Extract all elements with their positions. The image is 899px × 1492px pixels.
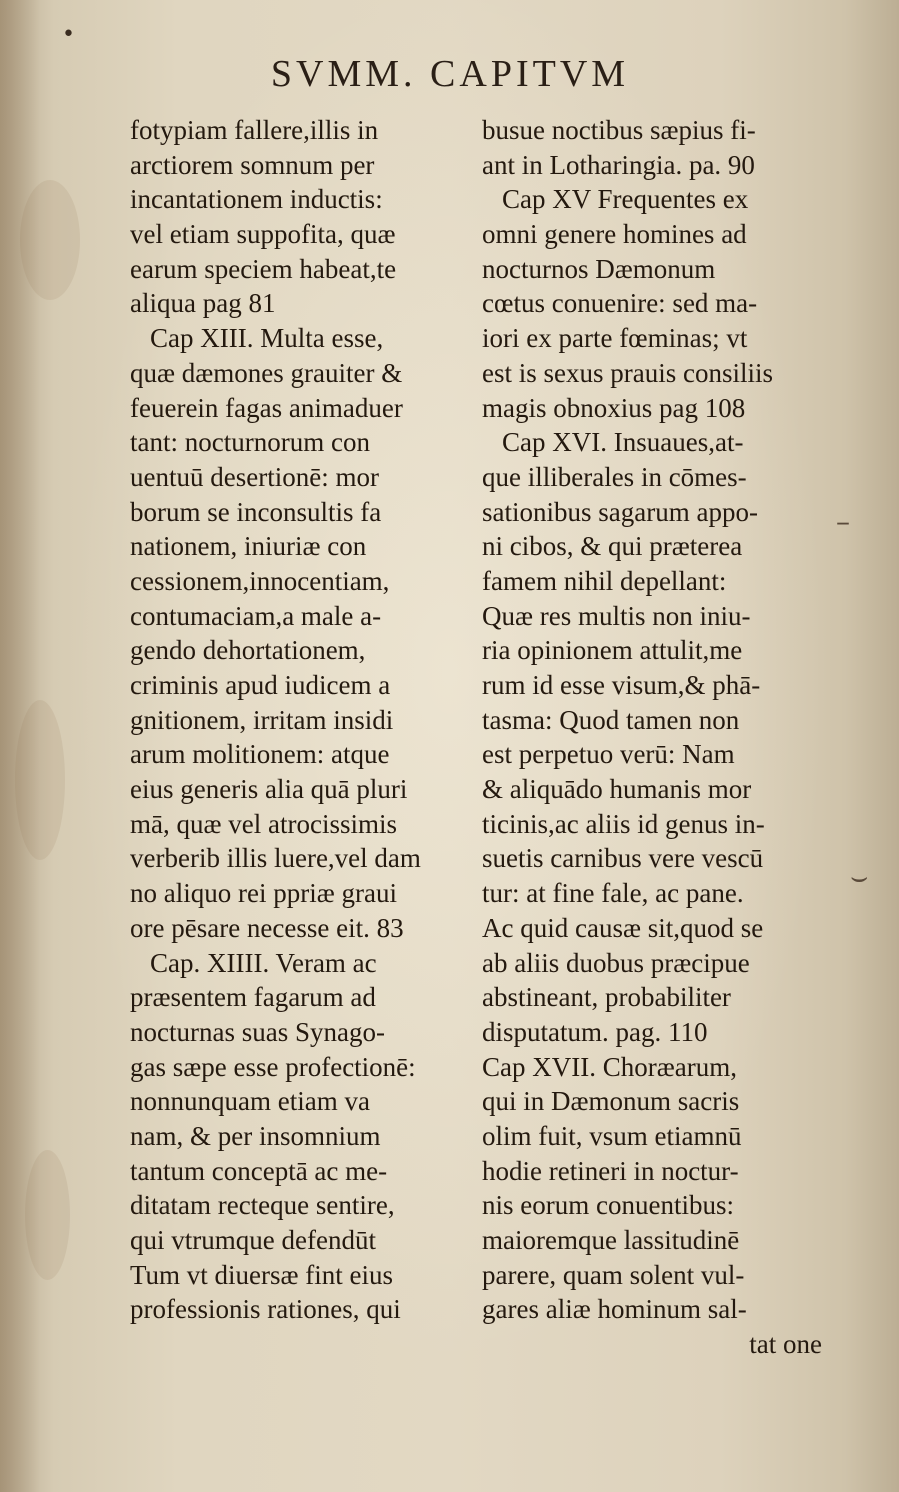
paper-stain <box>25 1150 70 1280</box>
text-line: rum id esse visum,& phā- <box>482 670 761 700</box>
text-line: famem nihil depellant: <box>482 565 727 596</box>
text-line: gendo dehortationem, <box>130 635 366 666</box>
text-line: vel etiam suppofita, quæ <box>130 219 396 250</box>
text-line: nonnunquam etiam va <box>130 1086 370 1117</box>
left-text-column <box>130 113 475 1327</box>
text-line: ab aliis duobus præcipue <box>482 947 750 978</box>
text-line: arum molitionem: atque <box>130 739 390 770</box>
margin-mark: ⌣ <box>850 860 869 893</box>
text-line: Cap XVI. Insuaues,at- <box>502 427 744 458</box>
text-line: maioremque lassitudinē <box>482 1225 740 1255</box>
text-line: tat one <box>749 1329 822 1360</box>
text-line: est perpetuo verū: Nam <box>482 739 735 770</box>
text-line: Cap XVII. Choræarum, <box>482 1051 737 1082</box>
right-text-column <box>482 113 822 1362</box>
text-line: Cap XIII. Multa esse, <box>150 323 384 354</box>
running-header: SVMM. CAPITVM <box>270 53 630 95</box>
text-line: suetis carnibus vere vescū <box>482 843 764 874</box>
text-line: earum speciem habeat,te <box>130 253 397 284</box>
text-line: cessionem,innocentiam, <box>130 565 390 596</box>
paper-stain <box>20 180 80 300</box>
page-corner-mark: • <box>62 22 75 47</box>
text-line: Cap XV Frequentes ex <box>502 184 749 215</box>
text-line: gnitionem, irritam insidi <box>130 704 394 735</box>
text-line: Ac quid causæ sit,quod se <box>482 912 764 943</box>
text-line: tasma: Quod tamen non <box>482 704 740 735</box>
text-line: sationibus sagarum appo- <box>482 496 758 527</box>
text-line: tantum conceptā ac me- <box>130 1155 388 1186</box>
text-line: disputatum. pag. 110 <box>482 1016 708 1047</box>
text-line: ni cibos, & qui præterea <box>482 531 743 562</box>
text-line: qui in Dæmonum sacris <box>482 1086 740 1117</box>
text-line: busue noctibus sæpius fi- <box>482 115 756 145</box>
text-line: uentuū desertionē: mor <box>130 461 379 492</box>
text-line: nam, & per insomnium <box>130 1120 381 1151</box>
text-line: fotypiam fallere,illis in <box>130 115 379 145</box>
text-line: præsentem fagarum ad <box>130 982 376 1013</box>
text-line: olim fuit, vsum etiamnū <box>482 1120 742 1151</box>
text-line: borum se inconsultis fa <box>130 496 382 527</box>
text-line: quæ dæmones grauiter & <box>130 357 403 388</box>
text-line: hodie retineri in noctur- <box>482 1155 739 1186</box>
text-line: nationem, iniuriæ con <box>130 531 367 562</box>
text-line: magis obnoxius pag 108 <box>482 392 746 423</box>
text-line: ticinis,ac aliis id genus in- <box>482 808 765 839</box>
text-line: aliqua pag 81 <box>130 288 276 319</box>
text-line: Cap. XIIII. Veram ac <box>150 947 377 978</box>
text-line: contumaciam,a male a- <box>130 600 382 631</box>
text-line: nocturnas suas Synago- <box>130 1016 385 1047</box>
text-line: cœtus conuenire: sed ma- <box>482 288 758 319</box>
text-line: tant: nocturnorum con <box>130 427 370 458</box>
text-line: gares aliæ hominum sal- <box>482 1294 747 1325</box>
text-line: criminis apud iudicem a <box>130 670 391 700</box>
text-line: iori ex parte fœminas; vt <box>482 323 748 354</box>
text-line: parere, quam solent vul- <box>482 1259 745 1290</box>
text-line: ore pēsare necesse eit. 83 <box>130 912 404 943</box>
text-line: est is sexus prauis consiliis <box>482 357 773 388</box>
text-line: nocturnos Dæmonum <box>482 253 716 284</box>
text-line: tur: at fine fale, ac pane. <box>482 878 744 909</box>
text-line: Quæ res multis non iniu- <box>482 600 751 631</box>
text-line: que illiberales in cōmes- <box>482 461 747 492</box>
margin-mark: – <box>836 505 850 538</box>
text-line: ant in Lotharingia. pa. 90 <box>482 149 755 180</box>
text-line: professionis rationes, qui <box>130 1294 401 1325</box>
text-line: eius generis alia quā pluri <box>130 774 408 805</box>
text-line: incantationem inductis: <box>130 184 383 215</box>
text-line: ria opinionem attulit,me <box>482 635 743 666</box>
text-line: omni genere homines ad <box>482 219 747 250</box>
text-line: & aliquādo humanis mor <box>482 774 752 805</box>
paper-stain <box>15 700 65 860</box>
text-line: nis eorum conuentibus: <box>482 1190 734 1221</box>
text-line: arctiorem somnum per <box>130 149 375 180</box>
text-line: qui vtrumque defendūt <box>130 1225 376 1255</box>
text-line: no aliquo rei ppriæ graui <box>130 878 397 909</box>
text-line: abstineant, probabiliter <box>482 982 731 1013</box>
text-line: verberib illis luere,vel dam <box>130 843 421 874</box>
text-line: ditatam recteque sentire, <box>130 1190 395 1221</box>
text-line: Tum vt diuersæ fint eius <box>130 1259 394 1290</box>
text-line: mā, quæ vel atrocissimis <box>130 808 397 839</box>
text-line: gas sæpe esse profectionē: <box>130 1051 416 1082</box>
text-line: feuerein fagas animaduer <box>130 392 403 423</box>
